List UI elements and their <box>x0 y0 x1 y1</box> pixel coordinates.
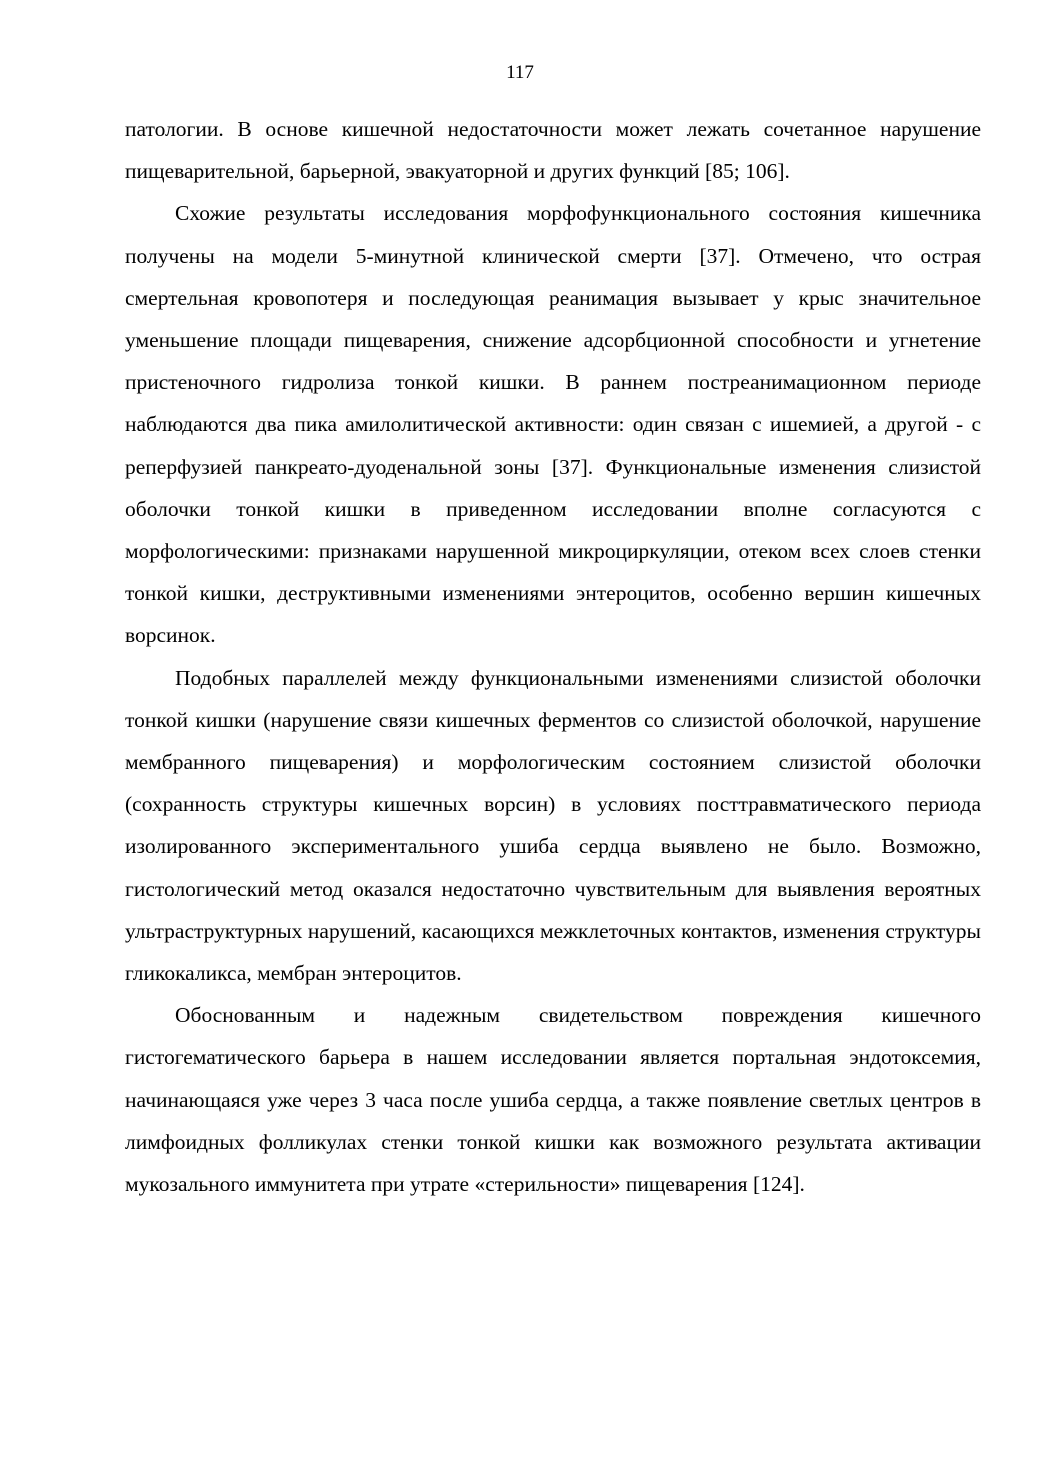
paragraph-2: Схожие результаты исследования морфофункционального состояния кишечника получены на модели 5-минутной клинической смерти [37]. Отмечено, что острая смертельная кровопотеря и последующая реанимация вызывает у крыс значительное уменьшение площади пищеварения, снижение адсорбционной способности и угнетение пристеночного гидролиза тонкой кишки. В раннем постреанимационном периоде наблюдаются два пика амилолитической активности: один связан с ишемией, а другой - с реперфузией панкреато-дуоденальной зоны [37]. Функциональные изменения слизистой оболочки тонкой кишки в приведенном исследовании вполне согласуются с морфологическими: признаками нарушенной микроциркуляции, отеком всех слоев стенки тонкой кишки, деструктивными изменениями энтероцитов, особенно вершин кишечных ворсинок. <box>125 201 981 648</box>
paragraph-1: патологии. В основе кишечной недостаточности может лежать сочетанное нарушение пищеварительной, барьерной, эвакуаторной и других функций [85; 106]. <box>125 117 981 184</box>
paragraph-4: Обоснованным и надежным свидетельством повреждения кишечного гистогематического барьера в нашем исследовании является портальная эндотоксемия, начинающаяся уже через 3 часа после ушиба сердца, а также появление светлых центров в лимфоидных фолликулах стенки тонкой кишки как возможного результата активации мукозального иммунитета при утрате «стерильности» пищеварения [124]. <box>125 1003 981 1197</box>
page-number: 117 <box>506 62 534 83</box>
paragraph-3: Подобных параллелей между функциональными изменениями слизистой оболочки тонкой кишки (нарушение связи кишечных ферментов со слизистой оболочкой, нарушение мембранного пищеварения) и морфологическим состоянием слизистой оболочки (сохранность структуры кишечных ворсин) в условиях посттравматического периода изолированного экспериментального ушиба сердца выявлено не было. Возможно, гистологический метод оказался недостаточно чувствительным для выявления вероятных ультраструктурных нарушений, касающихся межклеточных контактов, изменения структуры гликокаликса, мембран энтероцитов. <box>125 665 981 986</box>
body-text <box>125 108 981 1205</box>
